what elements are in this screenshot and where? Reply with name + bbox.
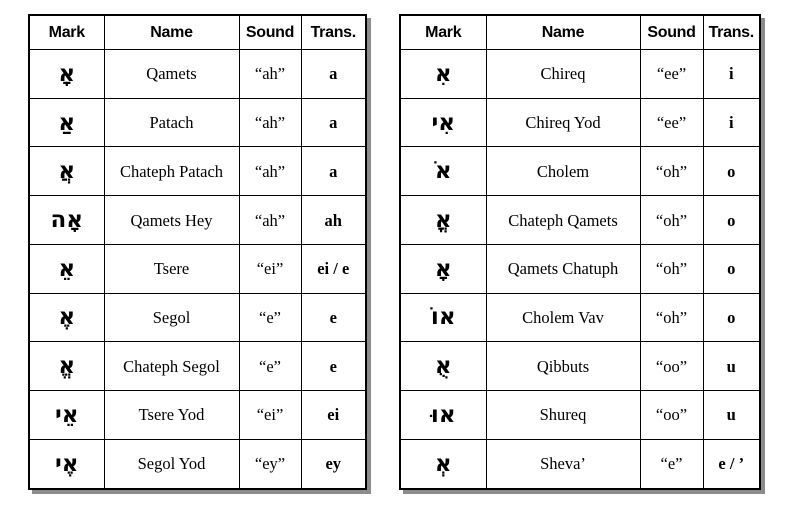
- mark-cell: אַ: [29, 98, 104, 147]
- name-header: Name: [104, 15, 239, 50]
- name-cell: Chateph Qamets: [486, 196, 640, 245]
- vowel-table-right: [399, 14, 761, 490]
- name-cell: Chateph Patach: [104, 147, 239, 196]
- trans-header: Trans.: [301, 15, 366, 50]
- name-cell: Segol: [104, 293, 239, 342]
- vowel-row: [400, 293, 760, 342]
- mark-cell: אֲ: [29, 147, 104, 196]
- vowel-row: [29, 244, 366, 293]
- trans-cell: o: [703, 293, 760, 342]
- sound-cell: “e”: [239, 293, 301, 342]
- mark-cell: אוּ: [400, 391, 486, 440]
- trans-cell: a: [301, 98, 366, 147]
- vowel-row: [29, 98, 366, 147]
- name-cell: Chireq: [486, 50, 640, 99]
- mark-cell: אוֹ: [400, 293, 486, 342]
- mark-cell: אֵ: [29, 244, 104, 293]
- sound-cell: “ee”: [640, 98, 703, 147]
- sound-cell: “ah”: [239, 98, 301, 147]
- mark-cell: אֶ: [29, 293, 104, 342]
- mark-cell: אֱ: [29, 342, 104, 391]
- name-cell: Chireq Yod: [486, 98, 640, 147]
- vowel-row: [400, 342, 760, 391]
- mark-cell: אֶי: [29, 439, 104, 489]
- trans-cell: o: [703, 147, 760, 196]
- sound-cell: “e”: [640, 439, 703, 489]
- sound-cell: “oh”: [640, 244, 703, 293]
- name-cell: Tsere: [104, 244, 239, 293]
- sound-cell: “e”: [239, 342, 301, 391]
- vowel-row: [400, 196, 760, 245]
- trans-cell: ah: [301, 196, 366, 245]
- trans-cell: e / ’: [703, 439, 760, 489]
- mark-cell: אָה: [29, 196, 104, 245]
- vowel-row: [29, 391, 366, 440]
- sound-cell: “oh”: [640, 147, 703, 196]
- sound-cell: “ah”: [239, 147, 301, 196]
- sound-cell: “ey”: [239, 439, 301, 489]
- sound-cell: “ah”: [239, 196, 301, 245]
- mark-cell: אָ: [400, 244, 486, 293]
- mark-header: Mark: [400, 15, 486, 50]
- vowel-row: [400, 98, 760, 147]
- sound-cell: “oo”: [640, 391, 703, 440]
- name-cell: Cholem: [486, 147, 640, 196]
- sound-cell: “ah”: [239, 50, 301, 99]
- sound-header: Sound: [640, 15, 703, 50]
- name-cell: Shureq: [486, 391, 640, 440]
- mark-header: Mark: [29, 15, 104, 50]
- name-cell: Tsere Yod: [104, 391, 239, 440]
- sound-cell: “ee”: [640, 50, 703, 99]
- trans-header: Trans.: [703, 15, 760, 50]
- trans-cell: e: [301, 293, 366, 342]
- mark-cell: אֵי: [29, 391, 104, 440]
- trans-cell: a: [301, 147, 366, 196]
- mark-cell: אֳ: [400, 196, 486, 245]
- mark-cell: אִי: [400, 98, 486, 147]
- vowel-row: [400, 391, 760, 440]
- header-row: [29, 15, 366, 50]
- name-cell: Qamets: [104, 50, 239, 99]
- mark-cell: אִ: [400, 50, 486, 99]
- sound-cell: “ei”: [239, 244, 301, 293]
- sound-cell: “oh”: [640, 196, 703, 245]
- mark-cell: אָ: [29, 50, 104, 99]
- vowel-row: [29, 196, 366, 245]
- name-cell: Sheva’: [486, 439, 640, 489]
- header-row: [400, 15, 760, 50]
- sound-cell: “ei”: [239, 391, 301, 440]
- mark-cell: אֻ: [400, 342, 486, 391]
- name-cell: Chateph Segol: [104, 342, 239, 391]
- vowel-row: [29, 147, 366, 196]
- trans-cell: i: [703, 50, 760, 99]
- trans-cell: ei / e: [301, 244, 366, 293]
- mark-cell: אֹ: [400, 147, 486, 196]
- trans-cell: ei: [301, 391, 366, 440]
- name-cell: Patach: [104, 98, 239, 147]
- trans-cell: a: [301, 50, 366, 99]
- vowel-row: [400, 439, 760, 489]
- vowel-row: [29, 439, 366, 489]
- name-cell: Qamets Hey: [104, 196, 239, 245]
- sound-header: Sound: [239, 15, 301, 50]
- trans-cell: e: [301, 342, 366, 391]
- trans-cell: o: [703, 244, 760, 293]
- vowel-row: [29, 342, 366, 391]
- trans-cell: ey: [301, 439, 366, 489]
- vowel-row: [400, 244, 760, 293]
- name-cell: Cholem Vav: [486, 293, 640, 342]
- vowel-row: [29, 50, 366, 99]
- trans-cell: u: [703, 342, 760, 391]
- sound-cell: “oo”: [640, 342, 703, 391]
- name-header: Name: [486, 15, 640, 50]
- vowel-row: [29, 293, 366, 342]
- vowel-row: [400, 50, 760, 99]
- vowel-row: [400, 147, 760, 196]
- trans-cell: i: [703, 98, 760, 147]
- vowel-table-left: [28, 14, 367, 490]
- sound-cell: “oh”: [640, 293, 703, 342]
- name-cell: Segol Yod: [104, 439, 239, 489]
- trans-cell: o: [703, 196, 760, 245]
- name-cell: Qamets Chatuph: [486, 244, 640, 293]
- mark-cell: אְ: [400, 439, 486, 489]
- trans-cell: u: [703, 391, 760, 440]
- name-cell: Qibbuts: [486, 342, 640, 391]
